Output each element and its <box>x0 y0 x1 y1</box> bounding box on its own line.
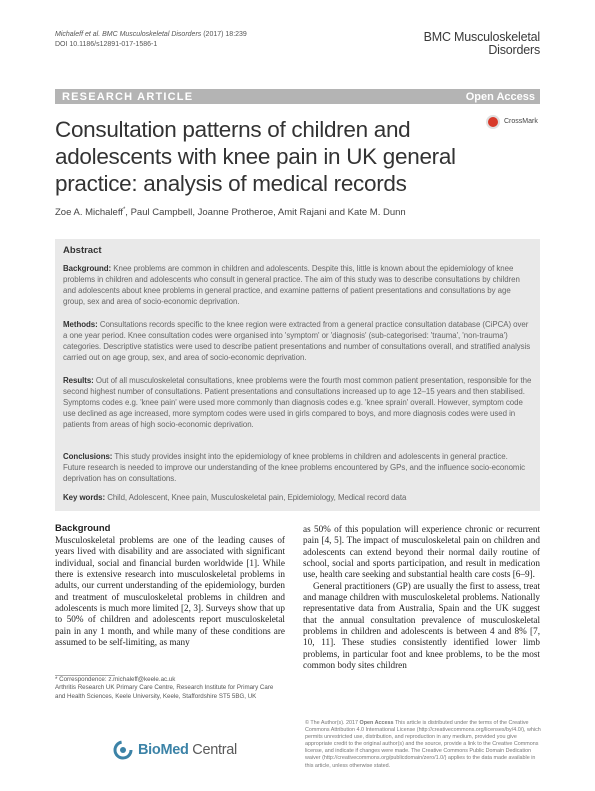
license-statement <box>305 720 542 770</box>
journal-name-line2: Disorders <box>488 43 540 57</box>
author-list <box>55 207 406 218</box>
abstract-keywords-label: Key words: <box>63 493 106 502</box>
citation-header <box>55 30 247 50</box>
correspondence-email[interactable]: * Correspondence: z.michaleff@keele.ac.uk <box>55 676 176 683</box>
license-text: This article is distributed under the terms of the Creative Commons Attribution 4.0 International License (http://creativecommons.org/licenses/by/4.0/), which permits unrestricted use, distribution, and reproduction in any medium, provided you give appropriate credit to the original author(s) and the source, provide a link to the Creative Commons license, and indicate if changes were made. The Creative Commons Public Domain Dedication waiver (http://creativecommons.org/publicdomain/zero/1.0/) applies to the data made available in this article, unless otherwise stated. <box>305 720 541 769</box>
body-column-2-paragraph-1: as 50% of this population will experience chronic or recurrent pain [4, 5]. The impact of musculoskeletal pain on children and adolescents can extend beyond their normal daily routine of school, social and sports participation, and result in medication use, health care seeking and substantial health care costs [6–9]. <box>303 524 540 580</box>
abstract-conclusions-text: This study provides insight into the epidemiology of knee problems in children and adolescents in general practice. Future research is needed to improve our understanding of the knee problems encountered by GPs, and the influence socio-economic deprivation has on consultations. <box>63 452 526 483</box>
abstract-keywords-text: Child, Adolescent, Knee pain, Musculoskeletal pain, Epidemiology, Medical record data <box>105 493 407 502</box>
biomed-central-name-rest: Central <box>188 742 237 758</box>
biomed-central-logo <box>113 739 253 764</box>
open-access-label: Open Access <box>465 91 535 103</box>
author-first[interactable]: Zoe A. Michaleff <box>55 207 123 219</box>
author-rest: , Paul Campbell, Joanne Protheroe, Amit Rajani and Kate M. Dunn <box>125 207 406 219</box>
abstract-results-text: Out of all musculoskeletal consultations, knee problems were the fourth most common patient presentation, responsible for the second highest number of consultations. Patient presentations and consultations increased up to age 12–15 years and then stabilised. Symptoms codes e.g. 'knee pain' were used more commonly than diagnosis codes e.g. 'knee sprain' overall. However, symptom code use declined as age increased, more symptom codes were used in girls compared to boys, and more diagnosis codes were used in patients from areas of high socio-economic deprivation. <box>63 376 532 429</box>
abstract-results-label: Results: <box>63 376 94 385</box>
biomed-central-name-bold: BioMed <box>138 742 189 758</box>
biomed-central-logo-icon <box>113 740 133 760</box>
corresponding-mark: * <box>122 207 126 213</box>
abstract-heading: Abstract <box>63 245 102 256</box>
abstract-methods <box>63 320 532 364</box>
license-copyright: © The Author(s). 2017 <box>305 720 360 726</box>
author-affiliation: Arthritis Research UK Primary Care Centre, Research Institute for Primary Care and Health Sciences, Keele University, Keele, Staffordshire ST5 5BG, UK <box>55 684 274 700</box>
body-column-1: Musculoskeletal problems are one of the leading causes of years lived with disability and are associated with significant individual, social and financial burden worldwide [1]. While there is extensive research into musculoskeletal problems in adults, our current understanding of the epidemiology, burden and treatment of musculoskeletal problems in children and adolescents is much more limited [2, 3]. Surveys show that up to 50% of children and adolescents report musculoskeletal pain in any 1 month, and while many of these conditions are assumed to be self-limiting, as many <box>55 535 285 648</box>
crossmark-label: CrossMark <box>504 118 538 125</box>
abstract-conclusions-label: Conclusions: <box>63 452 113 461</box>
body-column-2 <box>303 524 540 671</box>
abstract-background-label: Background: <box>63 264 112 273</box>
license-open-access: Open Access <box>359 720 394 726</box>
crossmark-button[interactable] <box>484 113 538 133</box>
abstract-methods-text: Consultations records specific to the knee region were extracted from a general practice consultation database (CiPCA) over a one year period. Knee consultation codes were organised into 'symptom' or 'diagnosis' (sub-categorised: 'trauma', 'non-trauma') categories. Descriptive statistics were used to describe patient presentations and number of consultations overall, and stratified analysis carried out on age group, sex, and area of socio-economic deprivation. <box>63 320 531 362</box>
footnote <box>55 676 285 701</box>
biomed-central-name <box>138 742 237 758</box>
abstract-results <box>63 376 532 431</box>
journal-name <box>424 31 540 57</box>
article-title: Consultation patterns of children and adolescents with knee pain in UK general practice: analysis of medical records <box>55 117 456 196</box>
body-column-2-paragraph-2: General practitioners (GP) are usually the first to assess, treat and manage children with musculoskeletal problems. Nationally representative data from Australia, Spain and the UK suggest that the annual consultation prevalence of musculoskeletal problems in children and adolescents is between 4 and 8% [7, 10, 11]. These studies consistently identified lower limb problems, in particular foot and knee problems, to be the most common body sites children <box>303 580 540 671</box>
abstract-conclusions <box>63 452 532 485</box>
citation-volume: (2017) 18:239 <box>201 31 247 38</box>
abstract-keywords <box>63 493 532 504</box>
abstract-background <box>63 264 532 308</box>
section-heading-background: Background <box>55 523 111 534</box>
crossmark-icon <box>486 115 500 129</box>
citation-journal: et al. BMC Musculoskeletal Disorders <box>83 31 202 38</box>
abstract-methods-label: Methods: <box>63 320 98 329</box>
article-type-label: RESEARCH ARTICLE <box>62 91 194 103</box>
citation-authors: Michaleff <box>55 31 84 38</box>
abstract-background-text: Knee problems are common in children and adolescents. Despite this, little is known about the epidemiology of knee problems in children and adolescents who consult in general practice. The aim of this study was to describe consultations by children and adolescents about knee problems in general practice, and examine patterns of patient presentations and consultations by age group, sex and area of socio-economic deprivation. <box>63 264 520 306</box>
journal-name-line1: BMC Musculoskeletal <box>423 30 540 44</box>
doi[interactable]: DOI 10.1186/s12891-017-1586-1 <box>55 41 158 48</box>
